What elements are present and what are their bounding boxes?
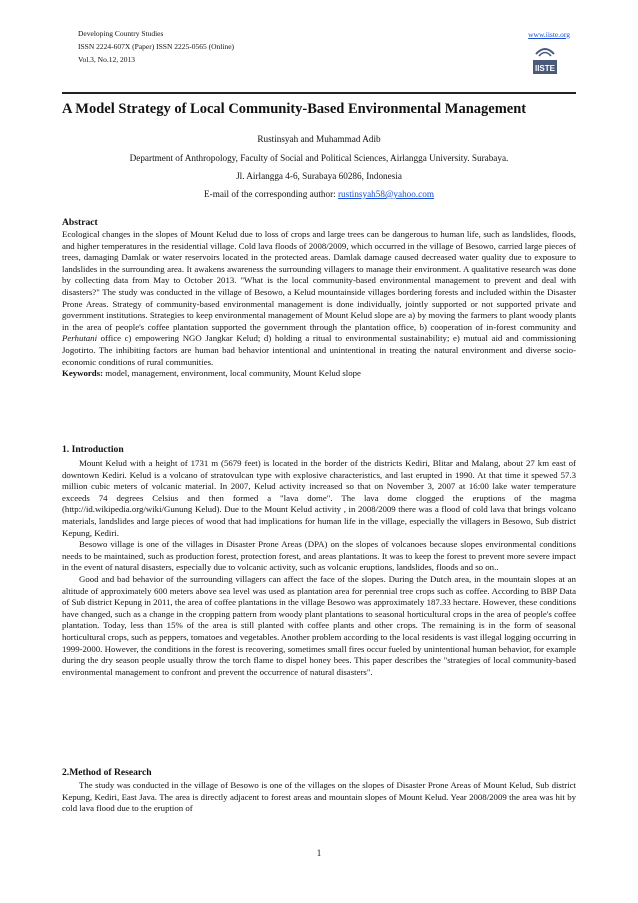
journal-url-link[interactable]: www.iiste.org bbox=[528, 30, 570, 39]
section-1-body bbox=[62, 458, 576, 678]
method-paragraph-1: The study was conducted in the village of Besowo is one of the villages on the slopes of Disaster Prone Areas of Mount Kelud, Sub district Kepung, Kediri, East Java. The area is directly adjacent to forest areas and mountain slopes of Mount Kelud. Year 2008/2009 the area was hit by cold lava flood due to the eruption of bbox=[62, 780, 576, 814]
journal-name: Developing Country Studies bbox=[78, 29, 164, 38]
logo-text: IISTE bbox=[534, 64, 556, 73]
abstract-body bbox=[62, 229, 576, 380]
intro-paragraph-1: Mount Kelud with a height of 1731 m (5679 feet) is located in the border of the districts Kediri, Blitar and Malang, about 27 km east of downtown Kediri. Kelud is a volcano of stratovulcan type with explosive characteristics, and last erupted in 1990. At that time it spewed 57.3 million cubic meters of volcanic material. In 2007, Kelud activity increased so that on November 3, 2007 at 16:00 lake water temperature exceeds 74 degrees Celsius and then formed a "lava dome". The lava dome clogged the eruptions of the magma (http://id.wikipedia.org/wiki/Gunung Kelud). Due to the Mount Kelud activity , in 2008/2009 there was a flood of cold lava that brings volcano materials, landslides and large pieces of wood that had implications for human life in the village, especially the villagers in Besowo, Sub district Kepung, Kediri. bbox=[62, 458, 576, 538]
header-divider bbox=[62, 92, 576, 94]
section-1-heading: 1. Introduction bbox=[62, 444, 124, 455]
authors: Rustinsyah and Muhammad Adib bbox=[257, 134, 381, 144]
intro-paragraph-2: Besowo village is one of the villages in Disaster Prone Areas (DPA) on the slopes of volcanoes because slopes environmental conditions needs to be maintained, such as production forest, protection forest, and areas plantations. It was to keep the forest to prevent more severe impact in the event of natural disasters, especially due to volcanic activity, such as volcanic eruptions, landslides, floods and so on.. bbox=[62, 539, 576, 573]
abstract-italic-term: Perhutani bbox=[62, 333, 98, 344]
abstract-heading: Abstract bbox=[62, 217, 98, 228]
address: Jl. Airlangga 4-6, Surabaya 60286, Indonesia bbox=[236, 171, 402, 181]
email-label: E-mail of the corresponding author: bbox=[204, 189, 338, 199]
abstract-text-end: office c) empowering NGO Jangkar Kelud; d) holding a ritual to environmental sustainability; e) mutual aid and commissioning Jogotirto. The inhibiting factors are human bad behavior intentional and unintentional in treating the natural environment and diverse socio- economic conditions of rural communities. bbox=[62, 333, 576, 367]
journal-issn: ISSN 2224-607X (Paper) ISSN 2225-0565 (Online) bbox=[78, 42, 235, 51]
paper-title: A Model Strategy of Local Community-Based Environmental Management bbox=[62, 101, 527, 117]
keywords-label: Keywords: bbox=[62, 368, 104, 379]
page-number: 1 bbox=[316, 848, 322, 858]
email-line bbox=[62, 189, 576, 200]
email-link[interactable]: rustinsyah58@yahoo.com bbox=[337, 189, 434, 199]
journal-volume: Vol.3, No.12, 2013 bbox=[78, 55, 135, 64]
affiliation: Department of Anthropology, Faculty of Social and Political Sciences, Airlangga University. Surabaya. bbox=[129, 153, 509, 163]
intro-paragraph-3: Good and bad behavior of the surrounding villagers can affect the face of the slopes. During the Dutch area, in the mountain slopes at an altitude of approximately 600 meters above sea level was used as plantation area for perennial tree crops such as coffee. According to BBP Data of Sub district Kepung in 2011, the area of coffee plantations in the village Besowo was approximately 187.33 hectare. However, these conditions have changed, such as a change in the cropping pattern from woody plant plantations to seasonal horticultural crops in the area of people's coffee plantation. Today, less than 15% of the area is still planted with coffee plants and other crops. The remaining is in the form of seasonal horticultural crops, such as peppers, tomatoes and vegetables. Another problem according to the local residents is vast illegal logging occurring in 1999-2000. However, the conditions in the forest is recovering, sometimes small fires occur fueled by unintentional human behavior, for example during the dry season people usually throw the torch flame to dispel honey bees. This paper describes the "strategies of local community-based environmental management to confront and prevent the occurrence of natural disasters". bbox=[62, 573, 576, 677]
keywords: model, management, environment, local community, Mount Kelud slope bbox=[103, 368, 361, 379]
section-2-body bbox=[62, 780, 576, 815]
iiste-logo-icon bbox=[530, 42, 560, 82]
section-2-heading: 2.Method of Research bbox=[62, 767, 152, 778]
abstract-text: Ecological changes in the slopes of Mount Kelud due to loss of crops and large trees can be dangerous to human life, such as landslides, floods, and higher temperatures in the residential village. Cold lava floods of 2008/2009, which occurred in the village of Besowo, carried large pieces of trees, damaging Damlak or water reservoirs located in the protected areas. Damlak damage caused decreased water quality due to exposure to landslides in the surrounding area. It awakens awareness the surrounding villagers to manage their environment. A qualitative research was done by collecting data from May to October 2013. "What is the local community-based environmental management to prevent and deal with disasters?" The study was conducted in the village of Besowo, a Kelud mountainside villages bordering forests and included within the Disaster Prone Areas. Strategy of community-based environmental management is done individually, jointly supported or not supported private and government institutions. Strategies to keep environmental management of Mount Kelud slope are a) by moving the farmers to plant woody plants in the area of people's coffee plantation supported the government through the plantation office, b) cooperation of in-forest community and bbox=[62, 229, 576, 332]
